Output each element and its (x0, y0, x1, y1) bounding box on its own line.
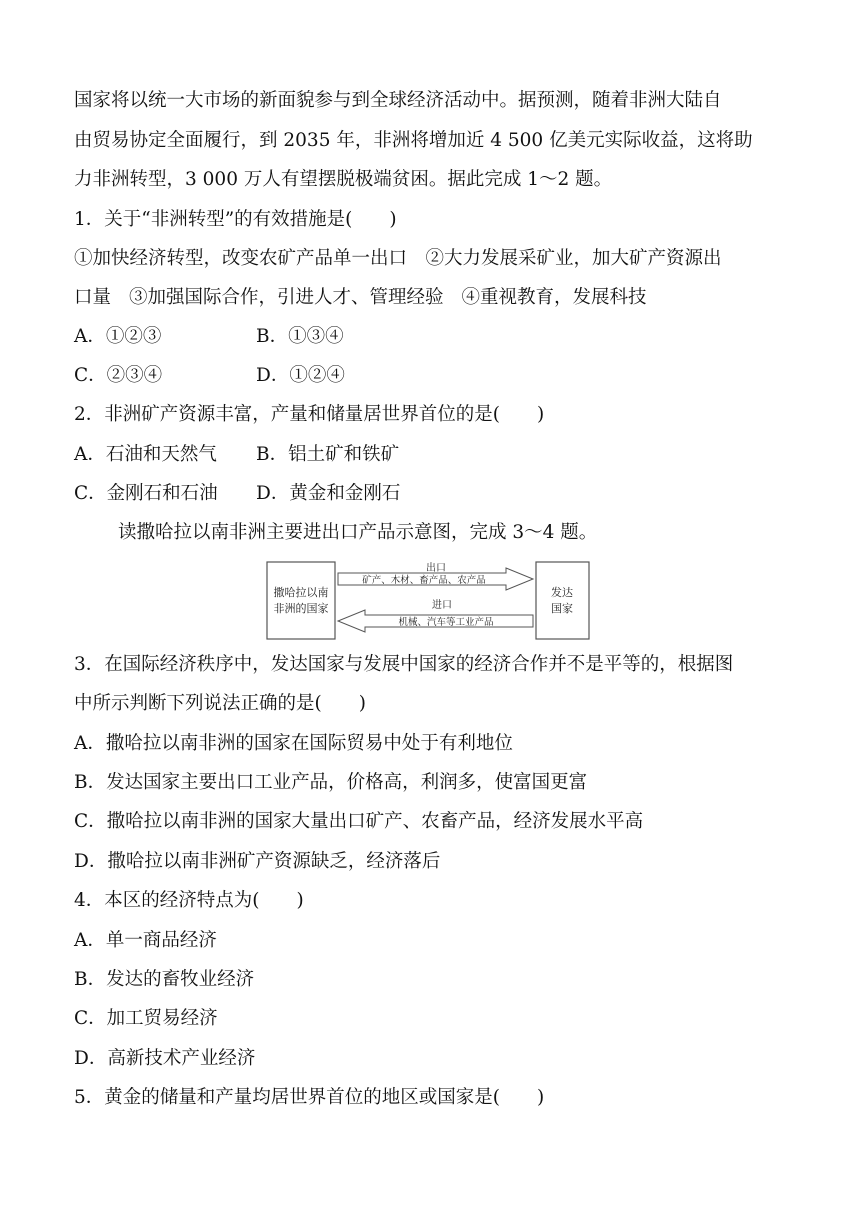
statement-4: ④重视教育，发展科技 (461, 287, 647, 308)
left-box-label-2: 非洲的国家 (273, 602, 329, 615)
question-3-stem-line-1: 3．在国际经济秩序中，发达国家与发展中国家的经济合作并不是平等的，根据图 (74, 654, 734, 675)
import-label: 进口 (432, 600, 452, 611)
option-c: C．②③④ (74, 365, 163, 386)
question-3-option-d: D．撒哈拉以南非洲矿产资源缺乏，经济落后 (74, 851, 441, 872)
option-b: B．①③④ (256, 326, 344, 347)
question-1-options-row-1 (74, 324, 161, 350)
option-d: D．①②④ (256, 365, 345, 386)
question-1-statements-line-1: ①加快经济转型，改变农矿产品单一出口 ②大力发展采矿业，加大矿产资源出 (74, 248, 722, 269)
intro-text-line-2: 由贸易协定全面履行，到 2035 年，非洲将增加近 4 500 亿美元实际收益，这将助 (74, 130, 753, 151)
question-4-option-b: B．发达的畜牧业经济 (74, 969, 255, 990)
question-2-option-d: D．黄金和金刚石 (256, 483, 401, 504)
question-4-option-c: C．加工贸易经济 (74, 1008, 218, 1029)
export-goods-label: 矿产、木材、畜产品、农产品 (362, 575, 486, 586)
statement-2-tail: 口量 (74, 287, 112, 308)
diagram-intro: 读撒哈拉以南非洲主要进出口产品示意图，完成 3～4 题。 (118, 522, 598, 543)
question-1-stem: 1．关于“非洲转型”的有效措施是( ) (74, 209, 397, 230)
export-label: 出口 (426, 563, 446, 574)
question-2-option-c: C．金刚石和石油 (74, 483, 218, 504)
question-2-option-b: B．铝土矿和铁矿 (256, 444, 400, 465)
right-box (536, 562, 589, 639)
question-2-option-a: A．石油和天然气 (74, 444, 217, 465)
right-box-label-1: 发达 (551, 586, 573, 599)
intro-text-line-3: 力非洲转型，3 000 万人有望摆脱极端贫困。据此完成 1～2 题。 (74, 169, 613, 190)
question-4-option-d: D．高新技术产业经济 (74, 1048, 256, 1069)
question-4-stem: 4．本区的经济特点为( ) (74, 890, 304, 911)
left-box-label-1: 撒哈拉以南 (273, 586, 329, 599)
question-3-stem-line-2: 中所示判断下列说法正确的是( ) (74, 693, 366, 714)
question-4-option-a: A．单一商品经济 (74, 930, 217, 951)
import-goods-label: 机械、汽车等工业产品 (398, 617, 494, 628)
statement-3: ③加强国际合作，引进人才、管理经验 (129, 287, 444, 308)
question-3-option-c: C．撒哈拉以南非洲的国家大量出口矿产、农畜产品，经济发展水平高 (74, 811, 644, 832)
question-1-options-row-2 (74, 363, 162, 389)
trade-flow-diagram (266, 559, 592, 643)
left-box (267, 562, 335, 639)
question-1-statements-line-2 (74, 285, 647, 311)
intro-text-line-1: 国家将以统一大市场的新面貌参与到全球经济活动中。据预测，随着非洲大陆自 (74, 90, 722, 111)
question-2-stem: 2．非洲矿产资源丰富，产量和储量居世界首位的是( ) (74, 404, 545, 425)
question-5-stem: 5．黄金的储量和产量均居世界首位的地区或国家是( ) (74, 1087, 545, 1108)
right-box-label-2: 国家 (551, 602, 573, 615)
question-3-option-a: A．撒哈拉以南非洲的国家在国际贸易中处于有利地位 (74, 733, 513, 754)
question-3-option-b: B．发达国家主要出口工业产品，价格高，利润多，使富国更富 (74, 772, 588, 793)
option-a: A．①②③ (74, 326, 162, 347)
